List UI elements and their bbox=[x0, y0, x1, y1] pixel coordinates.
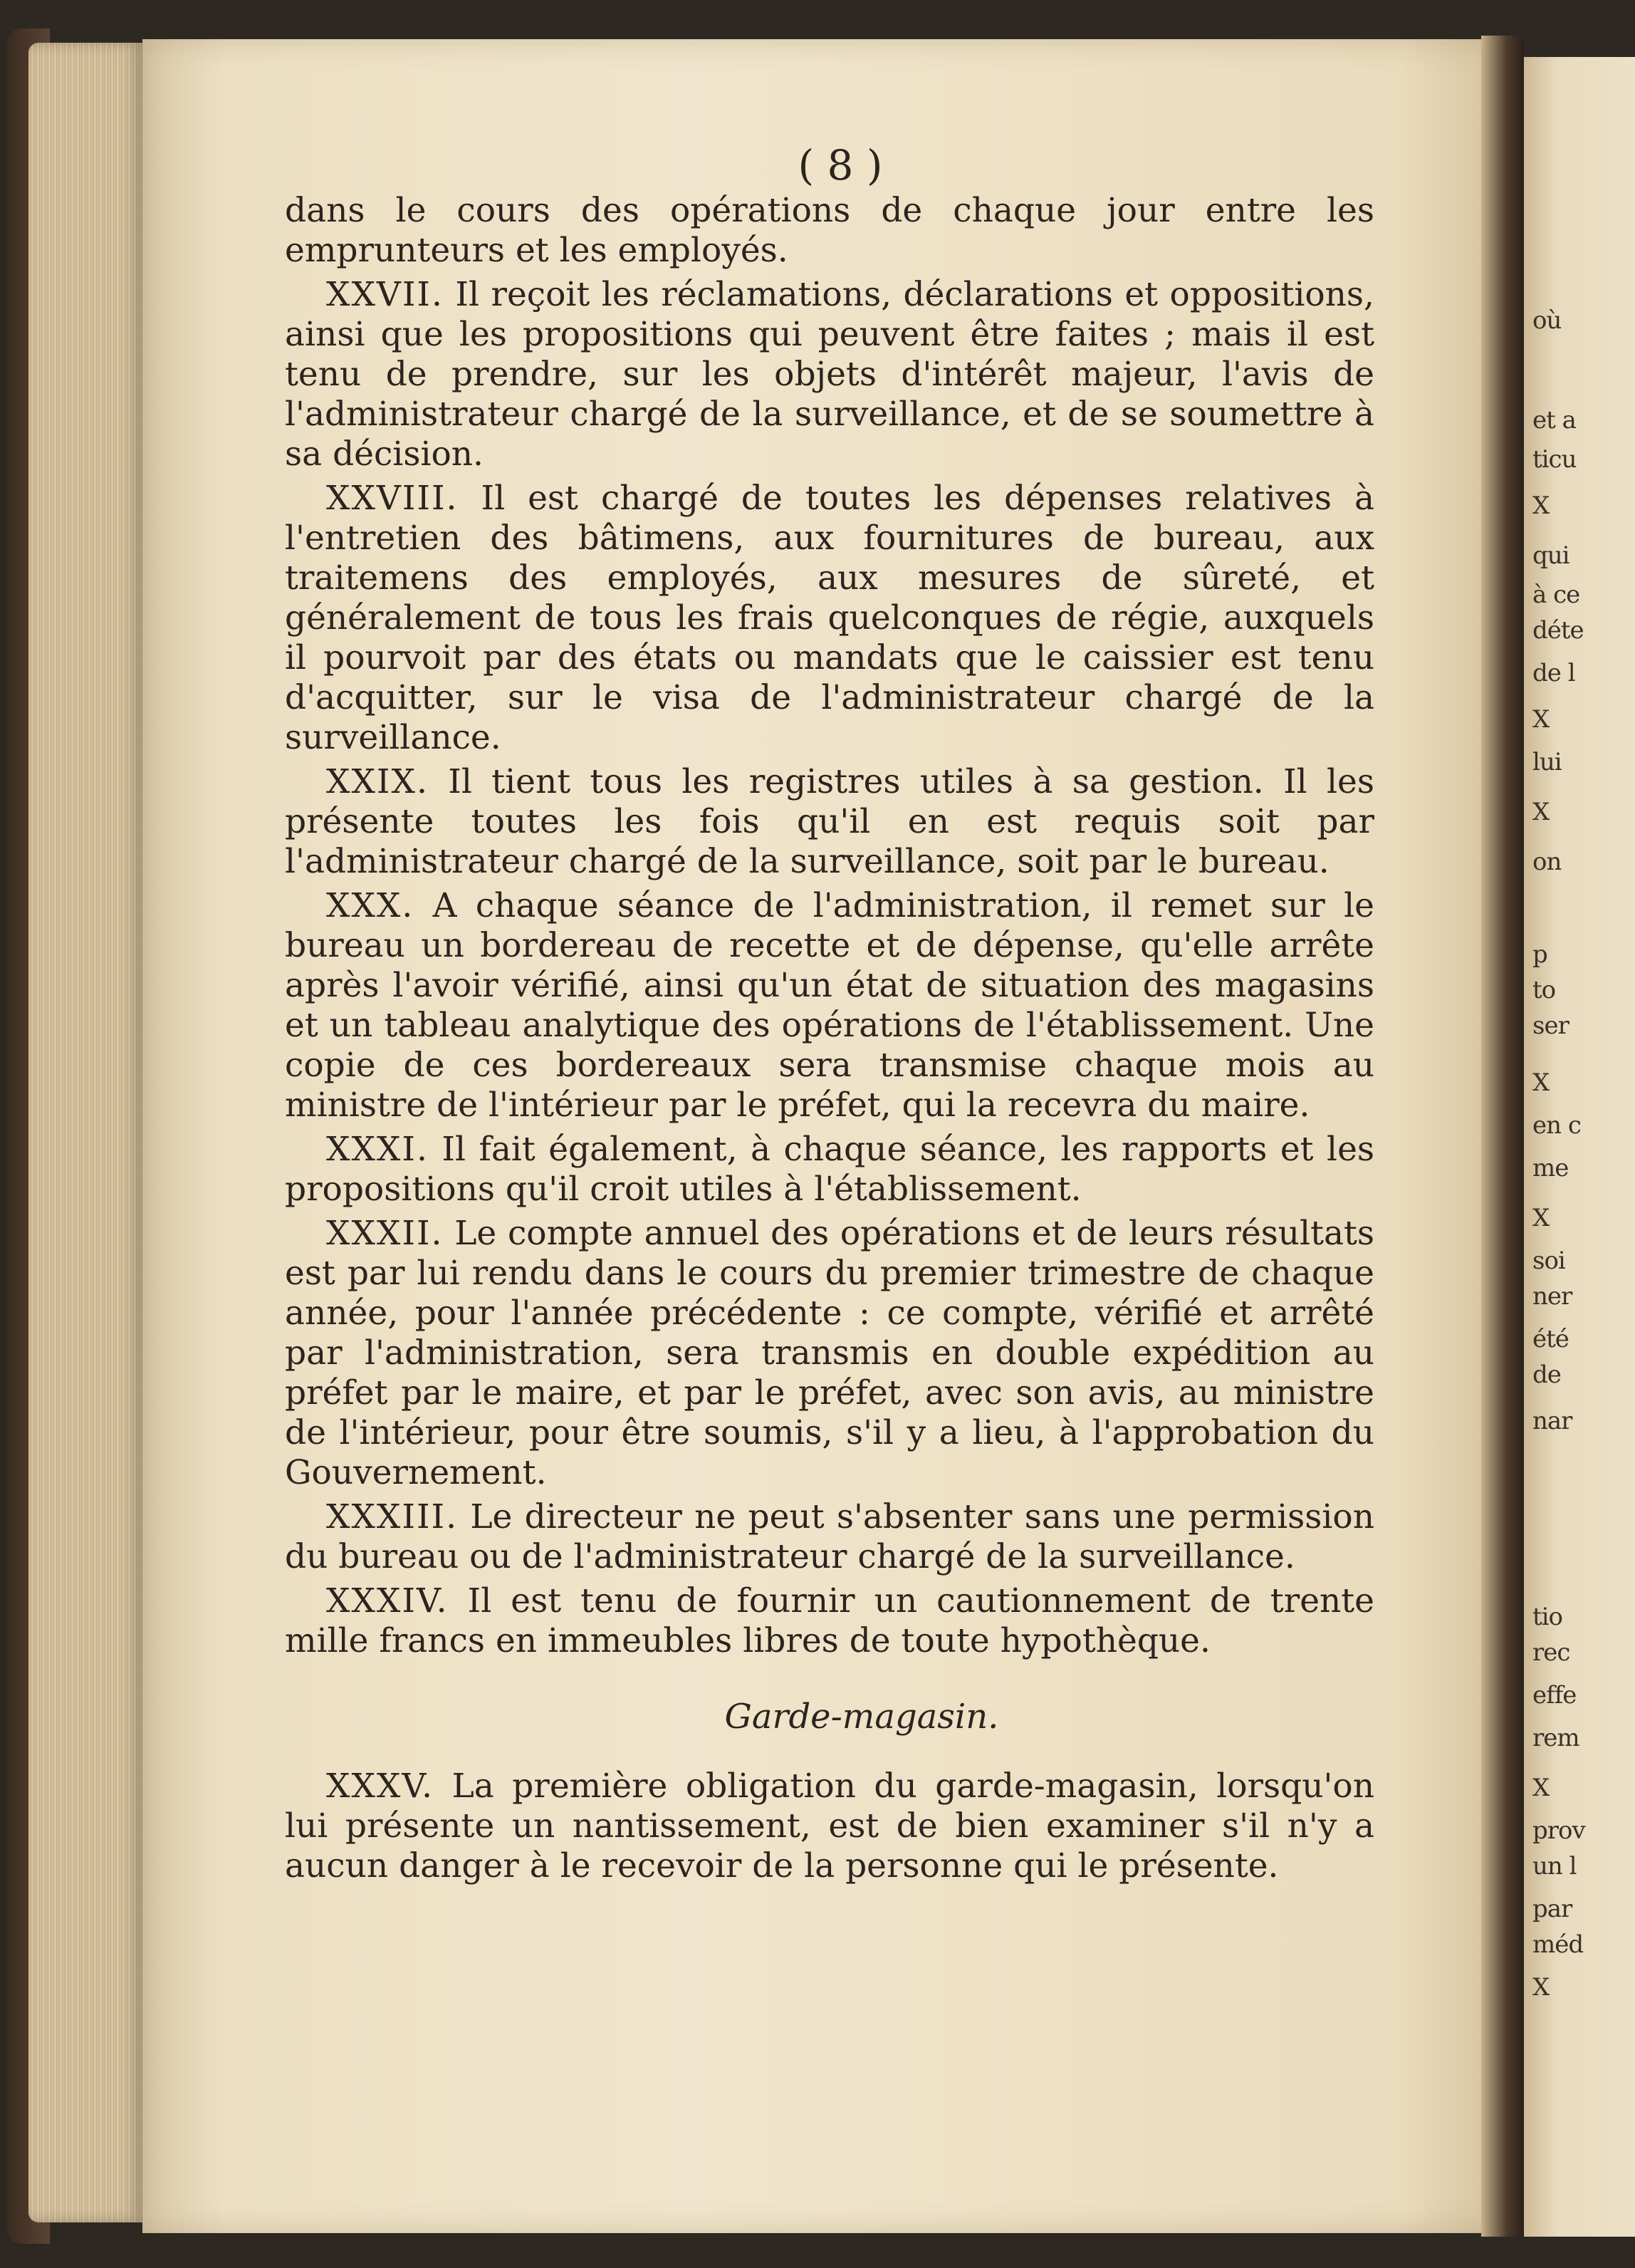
article-number: XXXIII. bbox=[326, 1497, 459, 1536]
next-page-fragment: méd bbox=[1532, 1930, 1584, 1959]
next-page-sliver bbox=[1524, 57, 1635, 2237]
next-page-fragment: ticu bbox=[1532, 445, 1577, 474]
page-text bbox=[285, 191, 1374, 1890]
next-page-fragment: tio bbox=[1532, 1603, 1563, 1631]
article-xxx: XXX. A chaque séance de l'administration, il remet sur le bureau un bordereau de recette et de dépense, qu'elle arrête après l'avoir vérifié, ainsi qu'un état de situation des magasins et un tableau analytique des opérations de l'établissement. Une copie de ces bordereaux sera transmise chaque mois au ministre de l'intérieur par le préfet, qui la recevra du maire. bbox=[285, 886, 1374, 1125]
article-number: XXXV. bbox=[326, 1767, 434, 1806]
next-page-fragment: p bbox=[1532, 940, 1547, 969]
next-page-fragment: été bbox=[1532, 1325, 1569, 1353]
article-xxix: XXIX. Il tient tous les registres utiles à sa gestion. Il les présente toutes les fois qu'il en est requis soit par l'administrateur chargé de la surveillance, soit par le bureau. bbox=[285, 762, 1374, 881]
next-page-fragment: par bbox=[1532, 1895, 1572, 1923]
next-page-fragment: rem bbox=[1532, 1724, 1579, 1752]
next-page-fragment: ser bbox=[1532, 1011, 1569, 1040]
article-xxxiii: XXXIII. Le directeur ne peut s'absenter sans une permission du bureau ou de l'administrateur chargé de la surveillance. bbox=[285, 1497, 1374, 1576]
next-page-fragment: to bbox=[1532, 976, 1556, 1004]
next-page-fragment: ner bbox=[1532, 1282, 1572, 1311]
next-page-fragment: X bbox=[1532, 491, 1550, 520]
article-xxvii: XXVII. Il reçoit les réclamations, déclarations et oppositions, ainsi que les propositions qui peuvent être faites ; mais il est tenu de prendre, sur les objets d'intérêt majeur, l'avis de l'administrateur chargé de la surveillance, et de se soumettre à sa décision. bbox=[285, 275, 1374, 474]
next-page-fragment: X bbox=[1532, 1973, 1550, 2002]
next-page-fragment: prov bbox=[1532, 1816, 1585, 1845]
next-page-fragment: à ce bbox=[1532, 581, 1580, 609]
article-number: XXIX. bbox=[326, 762, 429, 801]
article-number: XXVIII. bbox=[326, 479, 459, 518]
article-xxviii: XXVIII. Il est chargé de toutes les dépenses relatives à l'entretien des bâtimens, aux fournitures de bureau, aux traitemens des employés, aux mesures de sûreté, et généralement de tous les frais quelconques de régie, auxquels il pourvoit par des états ou mandats que le caissier est tenu d'acquitter, sur le visa de l'administrateur chargé de la surveillance. bbox=[285, 479, 1374, 757]
section-title: Garde-magasin. bbox=[724, 1697, 999, 1737]
next-page-fragment: où bbox=[1532, 306, 1562, 335]
next-page-fragment: X bbox=[1532, 1068, 1550, 1097]
article-number: XXVII. bbox=[326, 275, 444, 314]
next-page-fragment: X bbox=[1532, 798, 1550, 826]
next-page-fragment: on bbox=[1532, 848, 1562, 876]
paragraph-continued: dans le cours des opérations de chaque jour entre les emprunteurs et les employés. bbox=[285, 191, 1374, 270]
next-page-fragment: en c bbox=[1532, 1111, 1581, 1140]
page-number-header: ( 8 ) bbox=[798, 141, 883, 189]
next-page-fragment: nar bbox=[1532, 1407, 1572, 1435]
article-xxxii: XXXII. Le compte annuel des opérations et de leurs résultats est par lui rendu dans le cours du premier trimestre de chaque année, pour l'année précédente : ce compte, vérifié et arrêté par l'administration, sera transmis en double expédition au préfet par le maire, et par le préfet, avec son avis, au ministre de l'intérieur, pour être soumis, s'il y a lieu, à l'approbation du Gouvernement. bbox=[285, 1214, 1374, 1492]
next-page-fragment: effe bbox=[1532, 1681, 1577, 1710]
next-page-fragment: rec bbox=[1532, 1638, 1570, 1667]
article-xxxiv: XXXIV. Il est tenu de fournir un cautionnement de trente mille francs en immeubles libres de toute hypothèque. bbox=[285, 1581, 1374, 1660]
next-page-fragment: soi bbox=[1532, 1247, 1565, 1275]
article-number: XXXII. bbox=[326, 1214, 444, 1253]
next-page-fragment: de l bbox=[1532, 659, 1575, 687]
article-xxxi: XXXI. Il fait également, à chaque séance, les rapports et les propositions qu'il croit utiles à l'établissement. bbox=[285, 1130, 1374, 1209]
article-number: XXXIV. bbox=[326, 1581, 449, 1621]
book-gutter bbox=[1481, 36, 1524, 2237]
page-edges bbox=[28, 43, 142, 2222]
next-page-fragment: de bbox=[1532, 1361, 1561, 1389]
next-page-fragment: un l bbox=[1532, 1852, 1577, 1881]
next-page-fragment: X bbox=[1532, 705, 1550, 734]
article-xxxv: XXXV. La première obligation du garde-magasin, lorsqu'on lui présente un nantissement, est de bien examiner s'il n'y a aucun danger à le recevoir de la personne qui le présente. bbox=[285, 1767, 1374, 1885]
next-page-fragment: X bbox=[1532, 1204, 1550, 1232]
article-number: XXXI. bbox=[326, 1130, 429, 1169]
next-page-fragment: qui bbox=[1532, 541, 1569, 570]
next-page-fragment: et a bbox=[1532, 406, 1576, 435]
next-page-fragment: me bbox=[1532, 1154, 1569, 1182]
next-page-fragment: déte bbox=[1532, 616, 1584, 645]
next-page-fragment: X bbox=[1532, 1774, 1550, 1802]
next-page-fragment: lui bbox=[1532, 748, 1562, 776]
article-number: XXX. bbox=[326, 886, 414, 925]
